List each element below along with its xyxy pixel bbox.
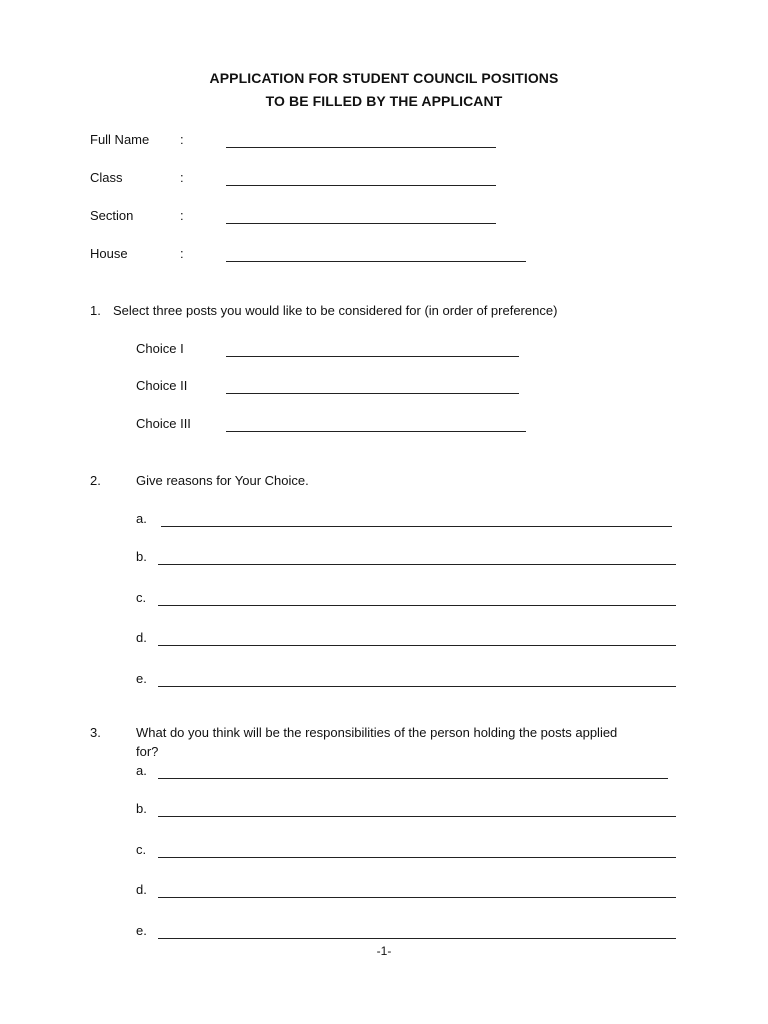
class-colon: : bbox=[180, 170, 184, 185]
form-title: APPLICATION FOR STUDENT COUNCIL POSITIONS bbox=[209, 70, 559, 86]
q3-item-a-label: a. bbox=[136, 763, 147, 778]
class-label: Class bbox=[90, 170, 123, 185]
section-label: Section bbox=[90, 208, 134, 223]
q3-item-b-label: b. bbox=[136, 801, 147, 816]
section-colon: : bbox=[180, 208, 184, 223]
full-name-blank[interactable] bbox=[226, 147, 496, 148]
choice-1-label: Choice I bbox=[136, 341, 184, 356]
q2-item-b-blank[interactable] bbox=[158, 564, 676, 565]
q3-item-c-label: c. bbox=[136, 842, 147, 857]
class-blank[interactable] bbox=[226, 185, 496, 186]
house-colon: : bbox=[180, 246, 184, 261]
q3-text-line2: for? bbox=[136, 744, 159, 759]
q3-text-line1: What do you think will be the responsibilities of the person holding the posts applied bbox=[136, 725, 618, 740]
q2-item-a-blank[interactable] bbox=[161, 526, 672, 527]
q3-number: 3. bbox=[90, 725, 101, 740]
q3-item-a-blank[interactable] bbox=[158, 778, 668, 779]
q2-item-d-blank[interactable] bbox=[158, 645, 676, 646]
q3-item-b-blank[interactable] bbox=[158, 816, 676, 817]
full-name-colon: : bbox=[180, 132, 184, 147]
q3-item-e-label: e. bbox=[136, 923, 147, 938]
q2-item-c-label: c. bbox=[136, 590, 147, 605]
choice-2-blank[interactable] bbox=[226, 393, 519, 394]
q3-item-c-blank[interactable] bbox=[158, 857, 676, 858]
q3-item-d-label: d. bbox=[136, 882, 147, 897]
choice-3-label: Choice III bbox=[136, 416, 191, 431]
choice-2-label: Choice II bbox=[136, 378, 188, 393]
house-label: House bbox=[90, 246, 128, 261]
q1-text: Select three posts you would like to be considered for (in order of preference) bbox=[113, 303, 558, 318]
page-number: -1- bbox=[376, 944, 392, 958]
house-blank[interactable] bbox=[226, 261, 526, 262]
form-subtitle: TO BE FILLED BY THE APPLICANT bbox=[265, 93, 503, 109]
q2-item-b-label: b. bbox=[136, 549, 147, 564]
q3-item-d-blank[interactable] bbox=[158, 897, 676, 898]
q2-item-e-label: e. bbox=[136, 671, 147, 686]
choice-1-blank[interactable] bbox=[226, 356, 519, 357]
q2-item-a-label: a. bbox=[136, 511, 147, 526]
q1-number: 1. bbox=[90, 303, 101, 318]
full-name-label: Full Name bbox=[90, 132, 150, 147]
q3-item-e-blank[interactable] bbox=[158, 938, 676, 939]
q2-item-d-label: d. bbox=[136, 630, 147, 645]
q2-number: 2. bbox=[90, 473, 101, 488]
q2-item-e-blank[interactable] bbox=[158, 686, 676, 687]
q2-text: Give reasons for Your Choice. bbox=[136, 473, 309, 488]
section-blank[interactable] bbox=[226, 223, 496, 224]
choice-3-blank[interactable] bbox=[226, 431, 526, 432]
q2-item-c-blank[interactable] bbox=[158, 605, 676, 606]
